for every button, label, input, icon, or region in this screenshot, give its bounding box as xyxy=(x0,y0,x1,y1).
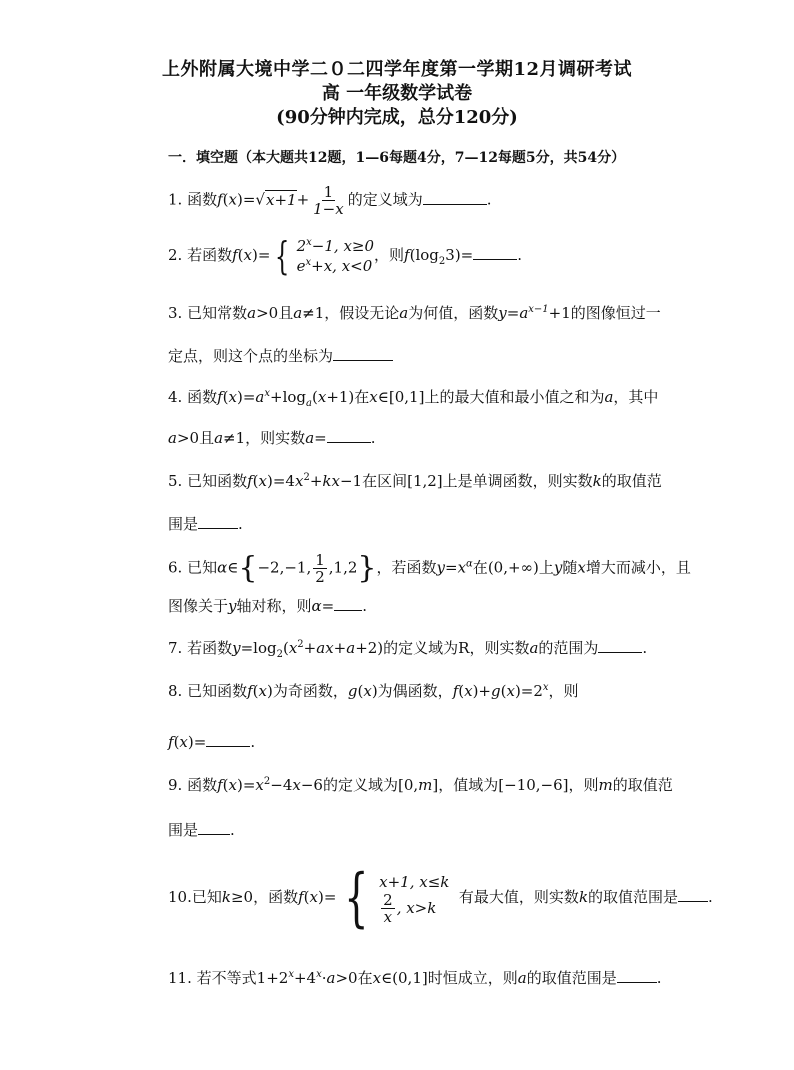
question-8-cont: f(x)= . xyxy=(168,733,256,751)
question-2: 2. 若函数f(x)= { $2^x-1$, x≥0 $e^x+x$, x<0 ，则$f(\log_23)=$ . xyxy=(168,234,523,278)
question-10: 10.已知k≥0，函数f(x)= { x+1, x≤k $\frac{2}{x}$ , x>k 有最大值，则实数k的取值范围是 . xyxy=(168,861,713,935)
answer-blank xyxy=(473,245,517,260)
question-6: 6. 已知α∈{−2,−1, $\frac{1}{2}$ ,1,2}，若函数$y=x^\alpha$在(0,+∞)上y随x增大而减小，且 xyxy=(168,550,691,586)
answer-blank xyxy=(327,428,371,443)
answer-blank xyxy=(198,820,230,835)
question-11: 11. 若不等式$1+2^x+4^x\cdot a>0$在x∈(0,1]时恒成立，则a的取值范围是 . xyxy=(168,969,662,987)
answer-blank xyxy=(206,732,250,747)
answer-blank xyxy=(678,887,708,902)
question-8: 8. 已知函数f(x)为奇函数，g(x)为偶函数，$f(x)+g(x)=2^x$，则 xyxy=(168,682,579,700)
question-4: 4. 函数$f(x)=a^x+\log_a(x+1)$在x∈[0,1]上的最大值和最小值之和为a，其中 xyxy=(168,388,659,409)
question-4-cont: a>0且a≠1，则实数a= . xyxy=(168,429,376,447)
exam-header xyxy=(0,58,794,130)
answer-blank xyxy=(598,638,642,653)
question-9: 9. 函数$f(x)=x^2-4x-6$的定义域为[0,m]，值域为[−10,−6]，则m的取值范 xyxy=(168,776,673,794)
question-6-cont: 图像关于y轴对称，则α= . xyxy=(168,597,368,615)
answer-blank xyxy=(334,596,362,611)
question-7: 7. 若函数$y=\log_2(x^2+ax+a+2)$的定义域为R，则实数a的范围为 . xyxy=(168,639,648,660)
exam-title: 上外附属大境中学二０二四学年度第一学期12月调研考试 xyxy=(161,59,633,80)
question-3-cont: 定点，则这个点的坐标为 xyxy=(168,346,393,365)
question-9-cont: 围是 . xyxy=(168,821,235,839)
answer-blank xyxy=(423,190,487,205)
answer-blank xyxy=(198,514,238,529)
answer-blank xyxy=(617,968,657,983)
exam-subtitle: 高 一年级数学试卷 xyxy=(321,83,473,104)
section-title: 一．填空题（本大题共12题，1—6每题4分，7—12每题5分，共54分） xyxy=(168,150,626,166)
exam-note: (90分钟内完成，总分120分) xyxy=(276,107,518,128)
question-3: 3. 已知常数a>0且a≠1，假设无论a为何值，函数$y=a^{x-1}+1$的图像恒过一 xyxy=(168,304,661,322)
question-1: 1. 函数f(x)=√x+1+ $\frac{1}{1-x}$ 的定义域为 . xyxy=(168,183,492,218)
answer-blank xyxy=(333,346,393,361)
question-5-cont: 围是 . xyxy=(168,515,243,533)
question-5: 5. 已知函数$f(x)=4x^2+kx-1$在区间[1,2]上是单调函数，则实数k的取值范 xyxy=(168,472,662,490)
